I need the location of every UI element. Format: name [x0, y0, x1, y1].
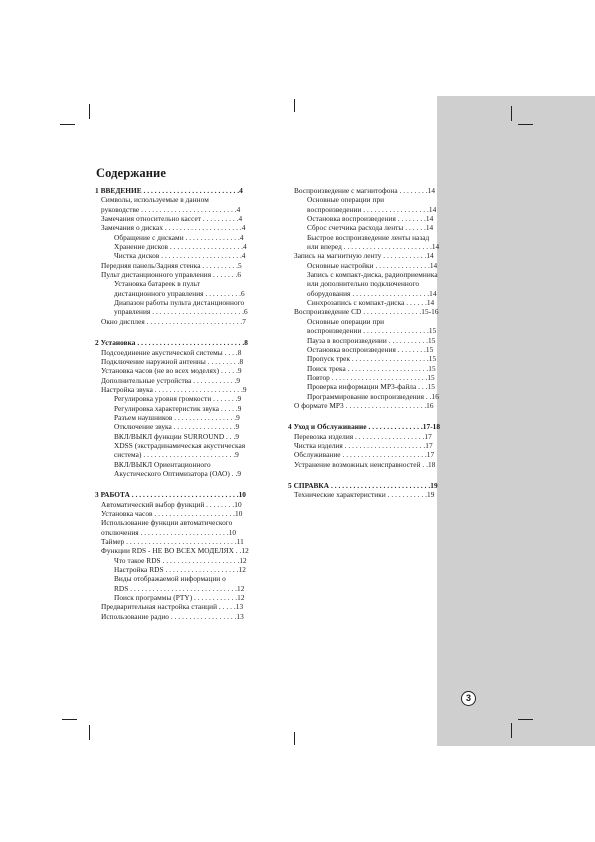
crop-mark	[511, 723, 512, 738]
toc-entry: Подсоединение акустической системы . . . .8	[101, 347, 242, 357]
toc-chapter-heading: 2 Установка . . . . . . . . . . . . . . . . . . . . . . . . . . . . .8	[95, 338, 248, 348]
toc-entry: Поиск трека . . . . . . . . . . . . . . . . . . . . . .15	[307, 363, 436, 373]
crop-mark	[60, 124, 75, 125]
toc-section	[288, 186, 464, 410]
toc-entry: Остановка воспроизведения . . . . . . . .15	[307, 344, 434, 354]
toc-chapter-heading: 5 СПРАВКА . . . . . . . . . . . . . . . . . . . . . . . . . . .19	[288, 480, 438, 490]
toc-entry: Основные операции при	[307, 316, 385, 326]
crop-mark	[294, 99, 295, 112]
toc-entry: Отключение звука . . . . . . . . . . . . . . . . .9	[114, 422, 240, 432]
toc-chapter-heading: 1 ВВЕДЕНИЕ . . . . . . . . . . . . . . . . . . . . . . . . . .4	[95, 186, 243, 195]
toc-entry: Остановка воспроизведения . . . . . . . .14	[307, 214, 434, 224]
crop-mark	[89, 725, 90, 740]
toc-entry: Обращение с дисками . . . . . . . . . . . . . . .4	[114, 232, 244, 242]
page-number-badge: 3	[461, 691, 476, 706]
toc-entry: Автоматический выбор функций . . . . . . . .10	[101, 499, 242, 509]
toc-entry: Пропуск трек . . . . . . . . . . . . . . . . . . . . .15	[307, 354, 437, 364]
toc-entry: воспроизведении . . . . . . . . . . . . . . . . . .14	[307, 204, 437, 214]
toc-entry: руководстве . . . . . . . . . . . . . . . . . . . . . . . . . .4	[101, 204, 241, 214]
toc-entry: Подключение наружной антенны . . . . . . . . .8	[101, 356, 244, 366]
toc-entry: воспроизведении . . . . . . . . . . . . . . . . . .15	[307, 326, 437, 336]
toc-entry: XDSS (экстрадинамическая акустическая	[114, 440, 246, 450]
toc-entry: Настройка RDS . . . . . . . . . . . . . . . . . . . .12	[114, 565, 246, 575]
toc-entry: Повтор . . . . . . . . . . . . . . . . . . . . . . . . . .15	[307, 372, 435, 382]
toc-entry: Настройка звука . . . . . . . . . . . . . . . . . . . . . . . .9	[101, 384, 247, 394]
toc-section	[288, 481, 464, 500]
toc-entry: Основные операции при	[307, 195, 385, 205]
toc-entry: Регулировка уровня громкости . . . . . . .9	[114, 394, 242, 404]
toc-entry: или дополнительно подключенного	[307, 279, 420, 289]
toc-section	[95, 338, 273, 478]
toc-entry: Перевозка изделия . . . . . . . . . . . . . . . . . . .17	[294, 431, 432, 441]
toc-section	[95, 186, 273, 326]
toc-entry: Пульт дистанционного управления . . . . . . .6	[101, 270, 242, 280]
crop-mark	[518, 719, 533, 720]
toc-entry: или вперед . . . . . . . . . . . . . . . . . . . . . . . .14	[307, 242, 440, 252]
toc-entry: Технические характеристики . . . . . . . . . . .19	[294, 490, 435, 500]
toc-entry: Проверка информации MP3-файла . . .15	[307, 382, 435, 392]
toc-entry: ВКЛ/ВЫКЛ Ориентационного	[114, 459, 211, 469]
crop-mark	[89, 104, 90, 119]
toc-entry: Быстрое воспроизведение ленты назад	[307, 232, 430, 242]
crop-mark	[518, 124, 533, 125]
toc-entry: ВКЛ/ВЫКЛ функции SURROUND . . .9	[114, 431, 240, 441]
toc-entry: оборудования . . . . . . . . . . . . . . . . . . . . .14	[307, 288, 437, 298]
toc-entry: Пауза в воспроизведении . . . . . . . . . . .15	[307, 335, 436, 345]
toc-entry: Замечания о дисках . . . . . . . . . . . . . . . . . . . . .4	[101, 223, 246, 233]
toc-entry: система) . . . . . . . . . . . . . . . . . . . . . . . . .9	[114, 450, 239, 460]
toc-entry: Использование функции автоматического	[101, 518, 233, 528]
toc-entry: Предварительная настройка станций . . . . .13	[101, 602, 244, 612]
toc-entry: Символы, используемые в данном	[101, 195, 209, 205]
toc-entry: Что такое RDS . . . . . . . . . . . . . . . . . . . . .12	[114, 555, 247, 565]
toc-entry: Использование радио . . . . . . . . . . . . . . . . . .13	[101, 611, 244, 621]
toc-chapter-heading: 3 РАБОТА . . . . . . . . . . . . . . . . . . . . . . . . . . . . .10	[95, 490, 246, 500]
toc-entry: Запись с компакт-диска, радиоприемника	[307, 270, 438, 280]
toc-entry: Дополнительные устройства . . . . . . . . . . . .9	[101, 375, 241, 385]
toc-entry: Основные настройки . . . . . . . . . . . . . . .14	[307, 260, 438, 270]
toc-entry: Чистка изделия . . . . . . . . . . . . . . . . . . . . . .17	[294, 440, 433, 450]
toc-section	[95, 490, 273, 621]
toc-entry: Функции RDS - НЕ ВО ВСЕХ МОДЕЛЯХ . .12	[101, 546, 249, 556]
toc-entry: Окно дисплея . . . . . . . . . . . . . . . . . . . . . . . . . .7	[101, 316, 246, 326]
toc-entry: Программирование воспроизведения . .16	[307, 391, 439, 401]
toc-entry: дистанционного управления . . . . . . . . . .6	[114, 288, 245, 298]
toc-right-column	[288, 186, 464, 512]
toc-entry: Акустического Оптимизатора (ОАО) . .9	[114, 468, 242, 478]
toc-entry: Регулировка характеристик звука . . . . .9	[114, 403, 242, 413]
crop-mark	[511, 106, 512, 121]
toc-entry: Диапазон работы пульта дистанционного	[114, 298, 245, 308]
toc-entry: Обслуживание . . . . . . . . . . . . . . . . . . . . . . .17	[294, 450, 435, 460]
toc-entry: управления . . . . . . . . . . . . . . . . . . . . . . . . .6	[114, 307, 248, 317]
toc-section	[288, 422, 464, 469]
toc-entry: Поиск программы (PTY) . . . . . . . . . . . .12	[114, 593, 245, 603]
toc-left-column	[95, 186, 273, 633]
toc-entry: Воспроизведение CD . . . . . . . . . . . . . . . .15-16	[294, 307, 439, 317]
crop-mark	[294, 732, 295, 745]
toc-entry: Установка часов (не во всех моделях) . . . . .9	[101, 366, 242, 376]
toc-entry: Замечания относительно кассет . . . . . . . . . .4	[101, 214, 243, 224]
toc-entry: Виды отображаемой информации о	[114, 574, 226, 584]
toc-entry: Передняя панель/Задняя стенка . . . . . . . . . .5	[101, 260, 242, 270]
crop-mark	[62, 719, 77, 720]
toc-entry: Запись на магнитную ленту . . . . . . . . . . . .14	[294, 251, 434, 261]
toc-entry: Синхрозапись с компакт-диска . . . . . .14	[307, 298, 435, 308]
toc-entry: О формате MP3 . . . . . . . . . . . . . . . . . . . . . .16	[294, 400, 434, 410]
toc-chapter-heading: 4 Уход и Обслуживание . . . . . . . . . . . . . . .17-18	[288, 422, 441, 432]
toc-entry: Установка батареек в пульт	[114, 279, 200, 289]
toc-entry: Воспроизведение с магнитофона . . . . . . . .14	[294, 186, 436, 195]
toc-entry: Установка часов . . . . . . . . . . . . . . . . . . . . . .10	[101, 509, 243, 518]
toc-entry: Хранение дисков . . . . . . . . . . . . . . . . . . . .4	[114, 242, 247, 252]
toc-entry: Чистка дисков . . . . . . . . . . . . . . . . . . . . . .4	[114, 251, 246, 261]
toc-entry: RDS . . . . . . . . . . . . . . . . . . . . . . . . . . . . .12	[114, 583, 245, 593]
toc-entry: Таймер . . . . . . . . . . . . . . . . . . . . . . . . . . . . . .11	[101, 537, 244, 547]
toc-entry: отключения . . . . . . . . . . . . . . . . . . . . . . . .10	[101, 527, 237, 537]
toc-entry: Разъем наушников . . . . . . . . . . . . . . . . .9	[114, 412, 240, 422]
toc-entry: Устранение возможных неисправностей . .18	[294, 459, 436, 469]
page-title: Содержание	[96, 166, 167, 180]
toc-entry: Сброс счетчика расхода ленты . . . . . .14	[307, 223, 434, 233]
